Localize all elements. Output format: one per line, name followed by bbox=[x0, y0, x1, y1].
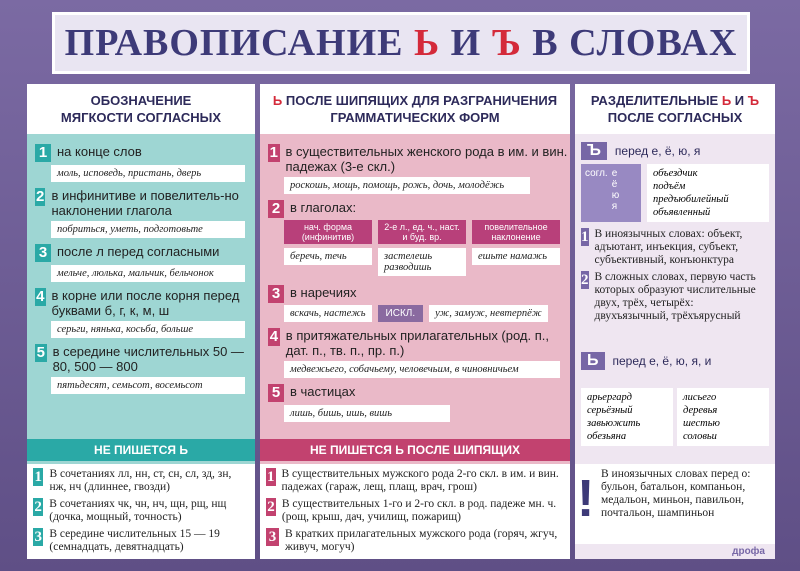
hard-sign-row bbox=[581, 142, 769, 160]
rule-number: 4 bbox=[36, 288, 45, 305]
word: арьергард bbox=[587, 392, 632, 403]
rule-number: 2 bbox=[268, 200, 284, 218]
softness-rule-1 bbox=[35, 144, 255, 162]
word: шестью bbox=[683, 418, 720, 429]
rule-number: 1 bbox=[267, 469, 275, 485]
form-example: застелешь разводишь bbox=[378, 248, 466, 276]
exception-2 bbox=[33, 498, 249, 524]
softness-rule-4 bbox=[35, 288, 255, 318]
rule-number: 3 bbox=[268, 285, 284, 303]
vowel: ю bbox=[611, 190, 620, 201]
softness-rule-5 bbox=[35, 344, 255, 374]
rule-number: 5 bbox=[268, 384, 284, 402]
sibilant-rule-5 bbox=[268, 384, 570, 402]
exception-2 bbox=[266, 498, 564, 524]
softness-rules bbox=[27, 144, 255, 400]
form-example: ешьте намажь bbox=[472, 248, 560, 265]
rule-number: 4 bbox=[269, 328, 279, 345]
soft-sign-section bbox=[575, 352, 775, 446]
rule-example: вскачь, настежь bbox=[284, 305, 372, 322]
soft-sign-rule: перед е, ё, ю, я, и bbox=[612, 354, 712, 368]
word: деревья bbox=[683, 405, 718, 416]
title-soft-sign: Ь bbox=[414, 22, 441, 64]
form-badge: повелительное наклонение bbox=[472, 220, 560, 244]
verb-form-infinitive bbox=[284, 220, 372, 279]
sibilant-exceptions bbox=[260, 464, 570, 559]
title-and: И bbox=[450, 22, 482, 64]
rule-text: В иноязычных словах: объект, адъютант, инъекция, субъект, субъективный, конъюнктура bbox=[594, 228, 743, 266]
sibilant-rule-2 bbox=[268, 200, 570, 218]
foreign-words-rule: В иноязычных словах перед о: бульон, батальон, компаньон, медальон, миньон, павильон, почтальон, шампиньон bbox=[601, 468, 751, 519]
column-softness bbox=[27, 84, 255, 559]
form-example: беречь, течь bbox=[284, 248, 372, 265]
rule-text: в наречиях bbox=[290, 285, 357, 300]
rule-text: в инфинитиве и повелитель-но наклонении глагола bbox=[51, 188, 239, 218]
header-line2: ГРАММАТИЧЕСКИХ ФОРМ bbox=[330, 110, 500, 125]
header-soft-sign: Ь bbox=[272, 93, 283, 108]
title-bar bbox=[52, 12, 750, 74]
rule-example: лишь, бишь, ишь, вишь bbox=[284, 405, 450, 422]
exception-text: В сочетаниях лл, нн, ст, сн, сл, зд, зн, нж, нч (длиннее, гвозди) bbox=[49, 468, 232, 493]
softness-rule-3 bbox=[35, 244, 255, 262]
vowel-list bbox=[612, 168, 620, 218]
exception-3 bbox=[33, 528, 249, 554]
word: обезьяна bbox=[587, 431, 627, 442]
header-and: И bbox=[731, 93, 748, 108]
header-line2: ПОСЛЕ СОГЛАСНЫХ bbox=[607, 110, 743, 125]
not-written-bar: НЕ ПИШЕТСЯ Ь ПОСЛЕ ШИПЯЩИХ bbox=[260, 439, 570, 461]
word: соловьи bbox=[683, 431, 717, 442]
vowel: е bbox=[611, 168, 618, 179]
word: завьюжить bbox=[587, 418, 641, 429]
hard-sign-badge: Ъ bbox=[581, 142, 607, 160]
title-part2: В СЛОВАХ bbox=[532, 22, 738, 64]
rule-example: роскошь, мощь, помощь, рожь, дочь, молодёжь bbox=[284, 177, 530, 194]
rule-number: 1 bbox=[269, 144, 278, 161]
not-written-bar: НЕ ПИШЕТСЯ Ь bbox=[27, 439, 255, 461]
title-hard-sign: Ъ bbox=[491, 22, 522, 64]
exception-label: ИСКЛ. bbox=[378, 305, 424, 322]
rule-number: 3 bbox=[266, 528, 279, 546]
word: лисьего bbox=[683, 392, 717, 403]
exception-text: В середине числительных 15 — 19 (семнадцать, девятнадцать) bbox=[49, 528, 220, 553]
hard-sign-examples bbox=[581, 164, 769, 222]
form-badge: нач. форма (инфинитив) bbox=[284, 220, 372, 244]
soft-sign-words bbox=[581, 388, 769, 446]
vowel: я bbox=[611, 201, 618, 212]
header-hard-sign: Ъ bbox=[747, 93, 760, 108]
header-line1 bbox=[264, 92, 566, 109]
verb-form-2nd-person bbox=[378, 220, 466, 279]
adverb-examples bbox=[284, 305, 560, 322]
rule-number: 5 bbox=[36, 344, 45, 361]
soft-sign-foreign bbox=[575, 464, 775, 544]
verb-forms bbox=[284, 220, 560, 279]
column-sibilants bbox=[260, 84, 570, 559]
rule-text: В сложных словах, первую часть которых образуют числительные двух, трёх, четырёх: двухъязычный, трёхъярусный bbox=[594, 271, 756, 322]
hard-sign-rule: перед е, ё, ю, я bbox=[614, 144, 701, 158]
exception-text: В сочетаниях чк, чн, нч, щн, рщ, нщ (дочка, мощный, точность) bbox=[49, 498, 227, 523]
rule-number: 2 bbox=[267, 499, 275, 515]
word: серьёзный bbox=[587, 405, 633, 416]
header-line1 bbox=[579, 92, 771, 109]
exception-text: В кратких прилагательных мужского рода (горяч, жгуч, живуч, могуч) bbox=[284, 528, 558, 553]
consonant-label: согл. bbox=[585, 168, 608, 179]
rule-text: в притяжательных прилагательных (род. п., дат. п., тв. п., пр. п.) bbox=[285, 328, 550, 358]
rule-number: 3 bbox=[34, 529, 42, 545]
word: объявленный bbox=[653, 207, 711, 218]
sibilant-rule-1 bbox=[268, 144, 570, 174]
softness-rule-2 bbox=[35, 188, 255, 218]
column-softness-header bbox=[27, 84, 255, 134]
word: объездчик bbox=[653, 168, 698, 179]
rule-example: побриться, уметь, подготовьте bbox=[51, 221, 245, 238]
rule-number: 1 bbox=[34, 469, 42, 485]
rule-text: в существительных женского рода в им. и вин. падежах (3-е скл.) bbox=[285, 144, 568, 174]
rule-text: в частицах bbox=[290, 384, 356, 399]
hard-sign-scheme bbox=[581, 164, 641, 222]
header-line2: МЯГКОСТИ СОГЛАСНЫХ bbox=[60, 110, 222, 125]
sibilant-rules bbox=[260, 144, 570, 428]
exception-3 bbox=[266, 528, 564, 554]
exception-example: уж, замуж, невтерпёж bbox=[429, 305, 547, 322]
rule-number: 2 bbox=[581, 272, 589, 288]
rule-example: серьги, нянька, косьба, больше bbox=[51, 321, 245, 338]
vowel: ё bbox=[611, 179, 618, 190]
publisher-logo: дрофа bbox=[732, 546, 765, 557]
exception-text: В существительных мужского рода 2-го скл. в им. и вин. падежах (гараж, лещ, плащ, врач, грош) bbox=[281, 468, 559, 493]
exception-1 bbox=[33, 468, 249, 494]
exclamation-icon: ! bbox=[577, 470, 595, 528]
soft-sign-row bbox=[581, 352, 769, 370]
word: предъюбилейный bbox=[653, 194, 729, 205]
rule-number: 1 bbox=[35, 144, 51, 162]
form-badge: 2-е л., ед. ч., наст. и буд. вр. bbox=[378, 220, 466, 244]
rule-text: после л перед согласными bbox=[57, 244, 220, 259]
soft-words-left bbox=[581, 388, 673, 446]
exception-text: В существительных 1-го и 2-го скл. в род. падеже мн. ч. (рощ, крыш, дач, училищ, пожарищ) bbox=[281, 498, 557, 523]
column-separating bbox=[575, 84, 775, 559]
header-text: РАЗДЕЛИТЕЛЬНЫЕ bbox=[590, 93, 722, 108]
sibilant-rule-3 bbox=[268, 285, 570, 303]
soft-sign-badge: Ь bbox=[581, 352, 605, 370]
rule-example: мельче, люлька, мальчик, бельчонок bbox=[51, 265, 245, 282]
exception-1 bbox=[266, 468, 564, 494]
title-part1: ПРАВОПИСАНИЕ bbox=[64, 22, 404, 64]
rule-number: 2 bbox=[36, 188, 45, 205]
sibilant-rule-4 bbox=[268, 328, 570, 358]
hard-sign-rule-1 bbox=[581, 228, 769, 267]
rule-text: в глаголах: bbox=[290, 200, 357, 215]
rule-number: 2 bbox=[34, 499, 42, 515]
rule-example: пятьдесят, семьсот, восемьсот bbox=[51, 377, 245, 394]
rule-number: 1 bbox=[581, 229, 589, 245]
page-title bbox=[65, 21, 738, 65]
soft-words-right bbox=[677, 388, 769, 446]
verb-form-imperative bbox=[472, 220, 560, 279]
hard-sign-words bbox=[647, 164, 769, 222]
rule-example: моль, исповедь, пристань, дверь bbox=[51, 165, 245, 182]
softness-exceptions bbox=[27, 464, 255, 559]
rule-text: в середине числительных 50 — 80, 500 — 800 bbox=[52, 344, 244, 374]
header-text: ПОСЛЕ ШИПЯЩИХ ДЛЯ РАЗГРАНИЧЕНИЯ bbox=[282, 93, 558, 108]
column-separating-header bbox=[575, 84, 775, 134]
column-sibilants-header bbox=[260, 84, 570, 134]
rule-example: медвежьего, собачьему, человечьим, в чиновничьем bbox=[284, 361, 560, 378]
rule-number: 3 bbox=[35, 244, 51, 262]
word: подъём bbox=[653, 181, 686, 192]
rule-text: в корне или после корня перед буквами б, г, к, м, ш bbox=[51, 288, 240, 318]
header-soft-sign: Ь bbox=[721, 93, 732, 108]
hard-sign-section bbox=[575, 142, 775, 323]
hard-sign-rule-2 bbox=[581, 271, 769, 323]
header-line1: ОБОЗНАЧЕНИЕ bbox=[90, 93, 192, 108]
rule-text: на конце слов bbox=[57, 144, 142, 159]
